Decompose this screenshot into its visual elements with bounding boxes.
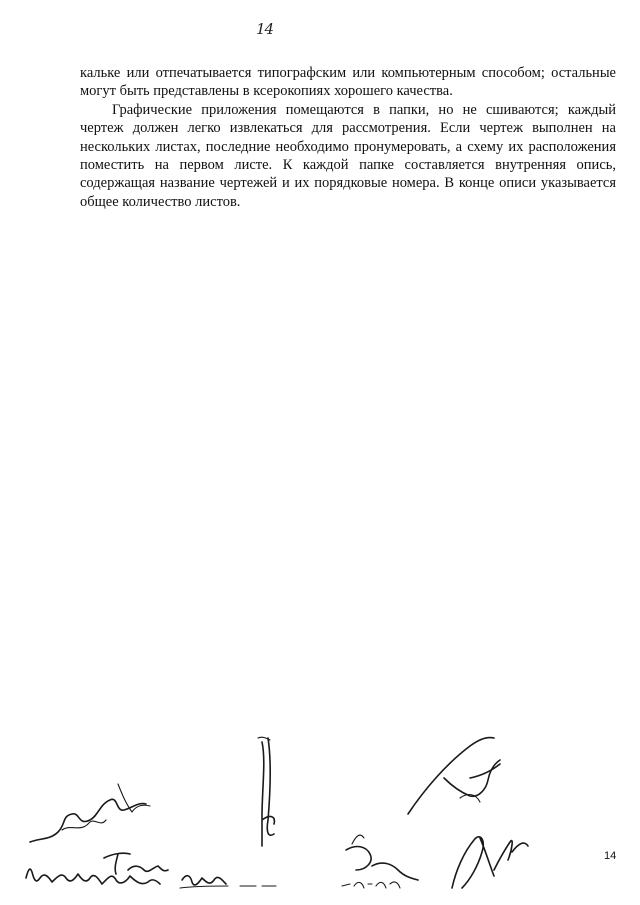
signature-6	[342, 835, 418, 888]
printed-page-number: 14	[604, 850, 617, 862]
signature-3	[26, 869, 160, 884]
paragraph-continuation: кальке или отпечатывается типографским или компьютерным способом; остальные могут быть представлены в ксерокопиях хорошего качества.	[80, 65, 616, 100]
signature-7	[408, 737, 500, 814]
signature-4	[258, 737, 274, 846]
signature-8	[452, 837, 528, 888]
handwritten-page-number: 14	[256, 20, 274, 38]
paragraph-graphic-appendices: Графические приложения помещаются в папки, но не сшиваются; каждый чертеж должен легко извлекаться для рассмотрения. Если чертеж выполнен на нескольких листах, последние необходимо пронумеровать, а схему их расположения поместить на первом листе. К каждой папке составляется внутренняя опись, содержащая название чертежей и их порядковые номера. В конце описи указывается общее количество листов.	[80, 101, 616, 210]
signature-5	[180, 876, 276, 888]
signatures-area	[0, 720, 640, 905]
signature-1	[30, 784, 150, 842]
signature-2	[104, 853, 168, 874]
document-text	[80, 64, 616, 211]
